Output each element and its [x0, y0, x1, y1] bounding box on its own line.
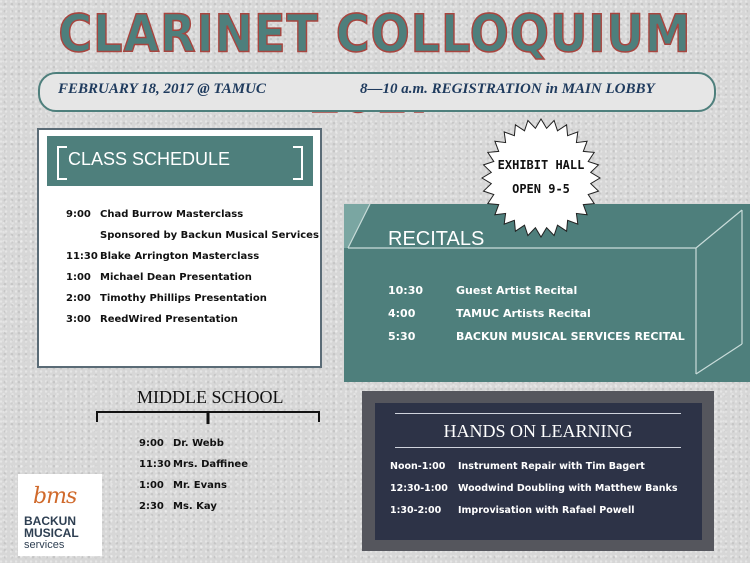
logo-text-line3: services: [24, 539, 65, 551]
hands-on-time: 12:30-1:00: [390, 483, 448, 494]
schedule-desc: Sponsored by Backun Musical Services: [100, 230, 319, 241]
bracket-divider-icon: [96, 410, 320, 424]
logo-text-line1: BACKUN: [24, 514, 76, 528]
middle-school-name: Mr. Evans: [173, 480, 227, 491]
schedule-desc: Chad Burrow Masterclass: [100, 209, 244, 220]
recital-row: [388, 330, 685, 343]
schedule-desc: Michael Dean Presentation: [100, 272, 252, 283]
recital-row: [388, 284, 578, 297]
class-schedule-title: CLASS SCHEDULE: [68, 149, 231, 169]
registration-info: 8—10 a.m. REGISTRATION in MAIN LOBBY: [360, 81, 655, 97]
hands-on-row: [390, 483, 678, 494]
hands-on-desc: Improvisation with Rafael Powell: [458, 505, 635, 516]
recital-time: 5:30: [388, 330, 416, 343]
schedule-time: 9:00: [66, 209, 91, 220]
logo-mark: bms: [33, 484, 77, 509]
hands-on-desc: Woodwind Doubling with Matthew Banks: [458, 483, 678, 494]
schedule-time: 1:00: [66, 272, 91, 283]
bracket-left-icon: [57, 146, 67, 180]
recital-desc: BACKUN MUSICAL SERVICES RECITAL: [456, 330, 685, 343]
middle-school-name: Mrs. Daffinee: [173, 459, 248, 470]
schedule-desc: ReedWired Presentation: [100, 314, 238, 325]
hands-on-title: HANDS ON LEARNING: [443, 421, 633, 441]
exhibit-hall-label: EXHIBIT HALL: [497, 158, 585, 172]
hands-on-desc: Instrument Repair with Tim Bagert: [458, 461, 645, 472]
event-date: FEBRUARY 18, 2017 @ TAMUC: [58, 81, 266, 97]
middle-school-time: 2:30: [139, 501, 164, 512]
hands-on-row: [390, 461, 645, 472]
starburst-icon: [480, 117, 602, 239]
hands-on-row: [390, 505, 635, 516]
recital-desc: Guest Artist Recital: [456, 284, 578, 297]
bracket-right-icon: [293, 146, 303, 180]
schedule-time: 11:30: [66, 251, 98, 262]
recitals-title: RECITALS: [388, 228, 485, 250]
middle-school-name: Dr. Webb: [173, 438, 224, 449]
divider: [395, 447, 681, 448]
recital-desc: TAMUC Artists Recital: [456, 307, 591, 320]
poster-title: CLARINET COLLOQUIUM: [58, 3, 692, 64]
exhibit-hours: OPEN 9-5: [512, 182, 570, 196]
schedule-time: 3:00: [66, 314, 91, 325]
schedule-desc: Blake Arrington Masterclass: [100, 251, 260, 262]
recital-row: [388, 307, 591, 320]
recital-time: 4:00: [388, 307, 416, 320]
logo-text-line2: MUSICAL: [24, 526, 79, 540]
schedule-desc: Timothy Phillips Presentation: [100, 293, 267, 304]
middle-school-name: Ms. Kay: [173, 501, 217, 512]
middle-school-time: 1:00: [139, 480, 164, 491]
middle-school-time: 9:00: [139, 438, 164, 449]
hands-on-time: Noon-1:00: [390, 461, 446, 472]
middle-school-time: 11:30: [139, 459, 171, 470]
schedule-time: 2:00: [66, 293, 91, 304]
divider: [395, 413, 681, 414]
hands-on-time: 1:30-2:00: [390, 505, 442, 516]
middle-school-title: MIDDLE SCHOOL: [137, 387, 284, 407]
recital-time: 10:30: [388, 284, 424, 297]
